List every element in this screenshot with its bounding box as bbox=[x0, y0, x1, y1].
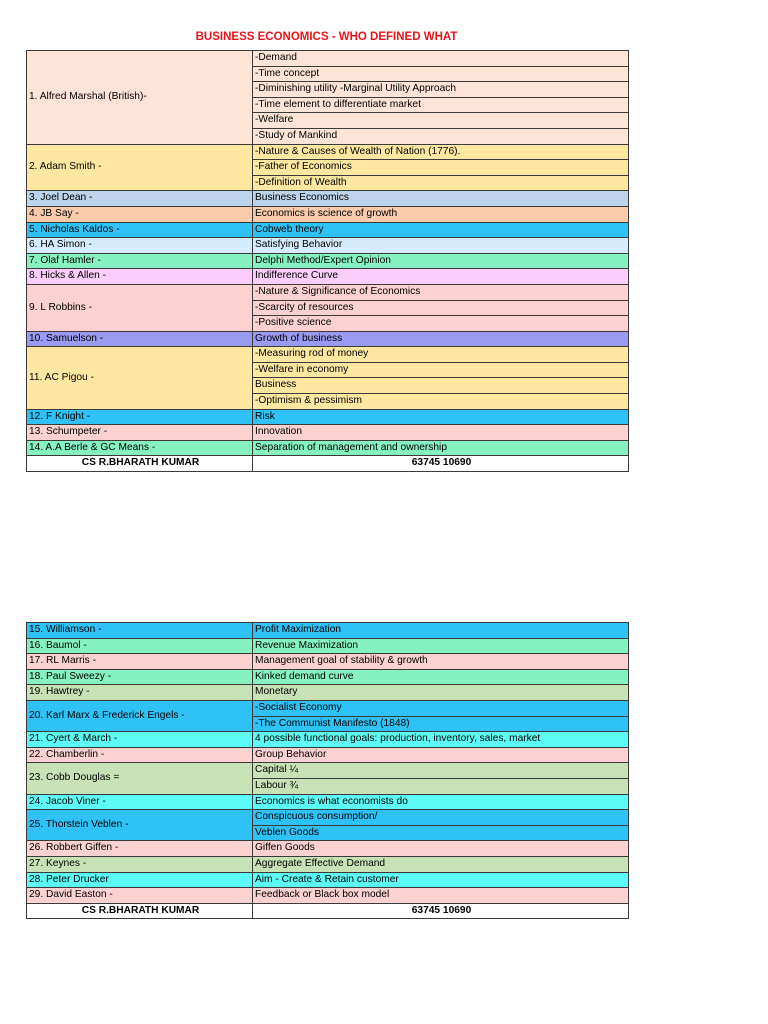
table-row bbox=[27, 669, 629, 685]
economist-name-cell: 6. HA Simon - bbox=[27, 238, 253, 254]
economist-name-cell: 11. AC Pigou - bbox=[27, 347, 253, 409]
economist-name-cell: 25. Thorstein Veblen - bbox=[27, 810, 253, 841]
contribution-cell: Economics is what economists do bbox=[253, 794, 629, 810]
economist-name-cell: 7. Olaf Hamler - bbox=[27, 253, 253, 269]
economist-name-cell: 17. RL Marris - bbox=[27, 654, 253, 670]
table-row bbox=[27, 747, 629, 763]
table-row bbox=[27, 700, 629, 716]
contribution-cell: Group Behavior bbox=[253, 747, 629, 763]
economists-table-1 bbox=[26, 50, 629, 472]
contribution-cell: Veblen Goods bbox=[253, 825, 629, 841]
economist-name-cell: 24. Jacob Viner - bbox=[27, 794, 253, 810]
contribution-cell: -Study of Mankind bbox=[253, 128, 629, 144]
economist-name-cell: 8. Hicks & Allen - bbox=[27, 269, 253, 285]
contribution-cell: Business bbox=[253, 378, 629, 394]
contribution-cell: Satisfying Behavior bbox=[253, 238, 629, 254]
contribution-cell: Indifference Curve bbox=[253, 269, 629, 285]
table-row bbox=[27, 425, 629, 441]
table-row bbox=[27, 888, 629, 904]
economist-name-cell: 19. Hawtrey - bbox=[27, 685, 253, 701]
economist-name-cell: 27. Keynes - bbox=[27, 856, 253, 872]
table-row bbox=[27, 440, 629, 456]
table-row bbox=[27, 654, 629, 670]
table-row bbox=[27, 409, 629, 425]
contribution-cell: -Father of Economics bbox=[253, 160, 629, 176]
table-row bbox=[27, 841, 629, 857]
table-row bbox=[27, 794, 629, 810]
economist-name-cell: 10. Samuelson - bbox=[27, 331, 253, 347]
economist-name-cell: 18. Paul Sweezy - bbox=[27, 669, 253, 685]
economist-name-cell: 26. Robbert Giffen - bbox=[27, 841, 253, 857]
phone-cell: 63745 10690 bbox=[253, 903, 629, 919]
contribution-cell: Giffen Goods bbox=[253, 841, 629, 857]
economist-name-cell: 29. David Easton - bbox=[27, 888, 253, 904]
table-row bbox=[27, 732, 629, 748]
economist-name-cell: 14. A.A Berle & GC Means - bbox=[27, 440, 253, 456]
economist-name-cell: 21. Cyert & March - bbox=[27, 732, 253, 748]
contribution-cell: Kinked demand curve bbox=[253, 669, 629, 685]
contribution-cell: -Optimism & pessimism bbox=[253, 394, 629, 410]
table-row bbox=[27, 191, 629, 207]
economist-name-cell: 22. Chamberlin - bbox=[27, 747, 253, 763]
economist-name-cell: 28. Peter Drucker bbox=[27, 872, 253, 888]
economist-name-cell: 16. Baumol - bbox=[27, 638, 253, 654]
contribution-cell: Cobweb theory bbox=[253, 222, 629, 238]
contribution-cell: -Demand bbox=[253, 51, 629, 67]
table-row bbox=[27, 269, 629, 285]
contribution-cell: -Time element to differentiate market bbox=[253, 97, 629, 113]
table-row bbox=[27, 347, 629, 363]
contribution-cell: Economics is science of growth bbox=[253, 206, 629, 222]
contribution-cell: -Nature & Causes of Wealth of Nation (1776). bbox=[253, 144, 629, 160]
economist-name-cell: 1. Alfred Marshal (British)- bbox=[27, 51, 253, 145]
economist-name-cell: 9. L Robbins - bbox=[27, 284, 253, 331]
phone-cell: 63745 10690 bbox=[253, 456, 629, 472]
contribution-cell: Capital ¼ bbox=[253, 763, 629, 779]
economist-name-cell: 4. JB Say - bbox=[27, 206, 253, 222]
contribution-cell: Conspicuous consumption/ bbox=[253, 810, 629, 826]
contribution-cell: Labour ¾ bbox=[253, 778, 629, 794]
contribution-cell: 4 possible functional goals: production, inventory, sales, market bbox=[253, 732, 629, 748]
table-row bbox=[27, 331, 629, 347]
footer-row bbox=[27, 903, 629, 919]
author-cell: CS R.BHARATH KUMAR bbox=[27, 903, 253, 919]
contribution-cell: Monetary bbox=[253, 685, 629, 701]
footer-row bbox=[27, 456, 629, 472]
economist-name-cell: 12. F Knight - bbox=[27, 409, 253, 425]
contribution-cell: -Positive science bbox=[253, 316, 629, 332]
contribution-cell: -Measuring rod of money bbox=[253, 347, 629, 363]
table-row bbox=[27, 685, 629, 701]
contribution-cell: -Nature & Significance of Economics bbox=[253, 284, 629, 300]
table-row bbox=[27, 638, 629, 654]
table-row bbox=[27, 763, 629, 779]
table-row bbox=[27, 856, 629, 872]
table-row bbox=[27, 206, 629, 222]
table-row bbox=[27, 872, 629, 888]
contribution-cell: -Definition of Wealth bbox=[253, 175, 629, 191]
economist-name-cell: 23. Cobb Douglas = bbox=[27, 763, 253, 794]
economist-name-cell: 2. Adam Smith - bbox=[27, 144, 253, 191]
contribution-cell: -Scarcity of resources bbox=[253, 300, 629, 316]
contribution-cell: Management goal of stability & growth bbox=[253, 654, 629, 670]
economists-table-2 bbox=[26, 622, 629, 919]
contribution-cell: Feedback or Black box model bbox=[253, 888, 629, 904]
contribution-cell: Aim - Create & Retain customer bbox=[253, 872, 629, 888]
contribution-cell: -Welfare bbox=[253, 113, 629, 129]
contribution-cell: Risk bbox=[253, 409, 629, 425]
contribution-cell: -The Communist Manifesto (1848) bbox=[253, 716, 629, 732]
contribution-cell: Revenue Maximization bbox=[253, 638, 629, 654]
contribution-cell: Business Economics bbox=[253, 191, 629, 207]
table-row bbox=[27, 238, 629, 254]
table-row bbox=[27, 284, 629, 300]
contribution-cell: Separation of management and ownership bbox=[253, 440, 629, 456]
economist-name-cell: 15. Williamson - bbox=[27, 623, 253, 639]
table-2-body bbox=[27, 623, 629, 919]
table-row bbox=[27, 253, 629, 269]
document-title: BUSINESS ECONOMICS - WHO DEFINED WHAT bbox=[195, 31, 458, 43]
contribution-cell: -Welfare in economy bbox=[253, 362, 629, 378]
contribution-cell: Innovation bbox=[253, 425, 629, 441]
contribution-cell: Growth of business bbox=[253, 331, 629, 347]
contribution-cell: Delphi Method/Expert Opinion bbox=[253, 253, 629, 269]
economist-name-cell: 20. Karl Marx & Frederick Engels - bbox=[27, 700, 253, 731]
economist-name-cell: 13. Schumpeter - bbox=[27, 425, 253, 441]
economist-name-cell: 3. Joel Dean - bbox=[27, 191, 253, 207]
table-row bbox=[27, 51, 629, 67]
contribution-cell: -Diminishing utility -Marginal Utility Approach bbox=[253, 82, 629, 98]
table-row bbox=[27, 623, 629, 639]
table-1-body bbox=[27, 51, 629, 472]
contribution-cell: Profit Maximization bbox=[253, 623, 629, 639]
table-row bbox=[27, 222, 629, 238]
author-cell: CS R.BHARATH KUMAR bbox=[27, 456, 253, 472]
economist-name-cell: 5. Nicholas Kaldos - bbox=[27, 222, 253, 238]
contribution-cell: -Socialist Economy bbox=[253, 700, 629, 716]
contribution-cell: -Time concept bbox=[253, 66, 629, 82]
table-row bbox=[27, 144, 629, 160]
contribution-cell: Aggregate Effective Demand bbox=[253, 856, 629, 872]
table-row bbox=[27, 810, 629, 826]
